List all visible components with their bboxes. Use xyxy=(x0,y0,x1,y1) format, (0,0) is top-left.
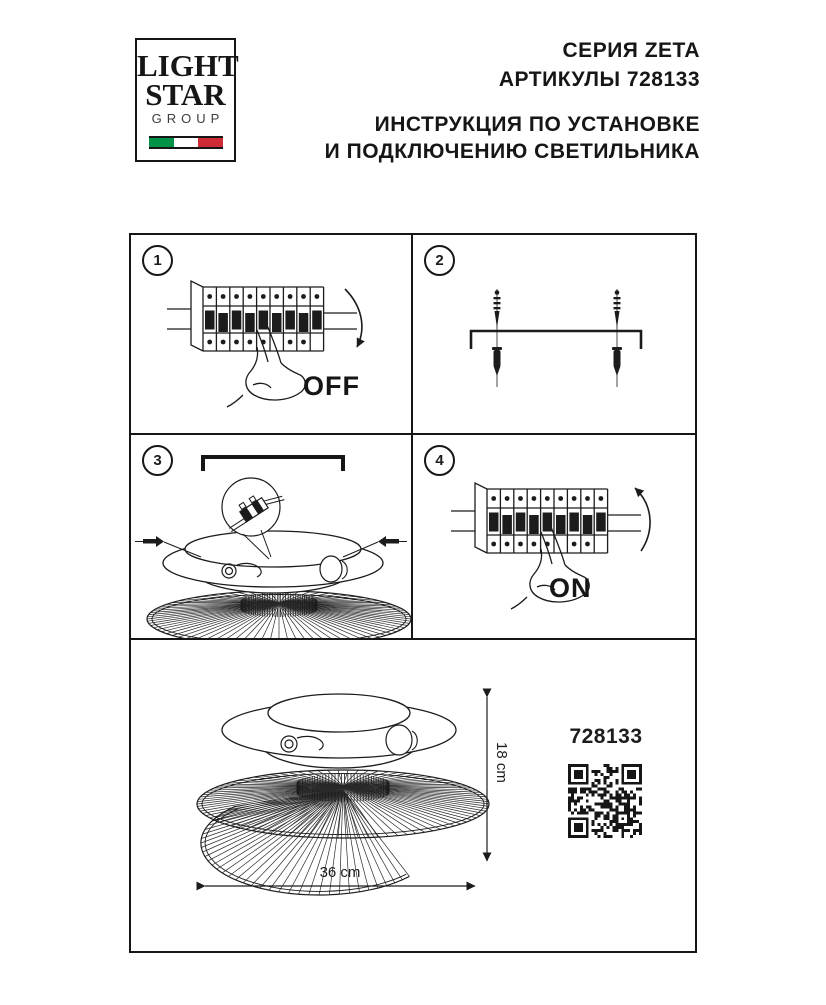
height-label: 18 cm xyxy=(493,742,510,783)
step-number-badge xyxy=(142,445,173,476)
step-number-badge xyxy=(142,245,173,276)
article-title: АРТИКУЛЫ 728133 xyxy=(498,68,700,91)
on-label: ON xyxy=(549,573,592,603)
instruction-title xyxy=(290,111,700,165)
lamp-mounting-diagram xyxy=(131,435,411,638)
arrow-up-icon xyxy=(635,488,650,551)
pointing-hand-icon xyxy=(227,325,305,407)
italian-flag-bar xyxy=(149,136,223,149)
header-text xyxy=(290,36,700,165)
product-panel xyxy=(131,640,695,951)
arrow-down-icon xyxy=(345,289,362,347)
wall-anchor-icon xyxy=(492,347,502,376)
instruction-title-line1: ИНСТРУКЦИЯ ПО УСТАНОВКЕ xyxy=(374,113,700,136)
lightstar-logo xyxy=(135,38,239,162)
step-number-badge xyxy=(424,445,455,476)
breaker-on-diagram xyxy=(413,435,695,638)
series-title: СЕРИЯ ZETA xyxy=(562,39,700,62)
step-panel-4 xyxy=(413,435,695,640)
step-number: 3 xyxy=(153,452,162,469)
flag-green-segment xyxy=(149,138,174,147)
instruction-title-line2: И ПОДКЛЮЧЕНИЮ СВЕТИЛЬНИКА xyxy=(324,140,700,163)
step-number: 4 xyxy=(435,452,444,469)
mounting-bracket xyxy=(203,457,343,471)
width-label: 36 cm xyxy=(319,864,361,881)
base-dome xyxy=(268,694,410,732)
wire-fan-shade xyxy=(147,591,411,638)
qr-code-pattern xyxy=(568,764,642,838)
logo-word-light: LIGHT xyxy=(137,48,239,83)
breaker-off-diagram xyxy=(131,235,411,433)
mounting-bracket-diagram xyxy=(413,235,695,433)
wall-anchor-icon xyxy=(612,347,622,376)
off-label: OFF xyxy=(303,371,360,401)
instruction-grid xyxy=(129,233,697,953)
step-panel-2 xyxy=(413,235,695,435)
logo-word-star: STAR xyxy=(145,77,226,112)
step-panel-1 xyxy=(131,235,413,435)
flag-white-segment xyxy=(174,138,199,147)
article-number: 728133 xyxy=(569,725,643,748)
mounting-bracket xyxy=(471,331,641,349)
flag-red-segment xyxy=(198,138,223,147)
step-number: 2 xyxy=(435,252,444,269)
logo-word-group: GROUP xyxy=(151,111,225,126)
step-number: 1 xyxy=(153,252,162,269)
breaker-toggles xyxy=(205,311,322,333)
step-panel-3 xyxy=(131,435,413,640)
step-number-badge xyxy=(424,245,455,276)
qr-code xyxy=(568,764,642,838)
